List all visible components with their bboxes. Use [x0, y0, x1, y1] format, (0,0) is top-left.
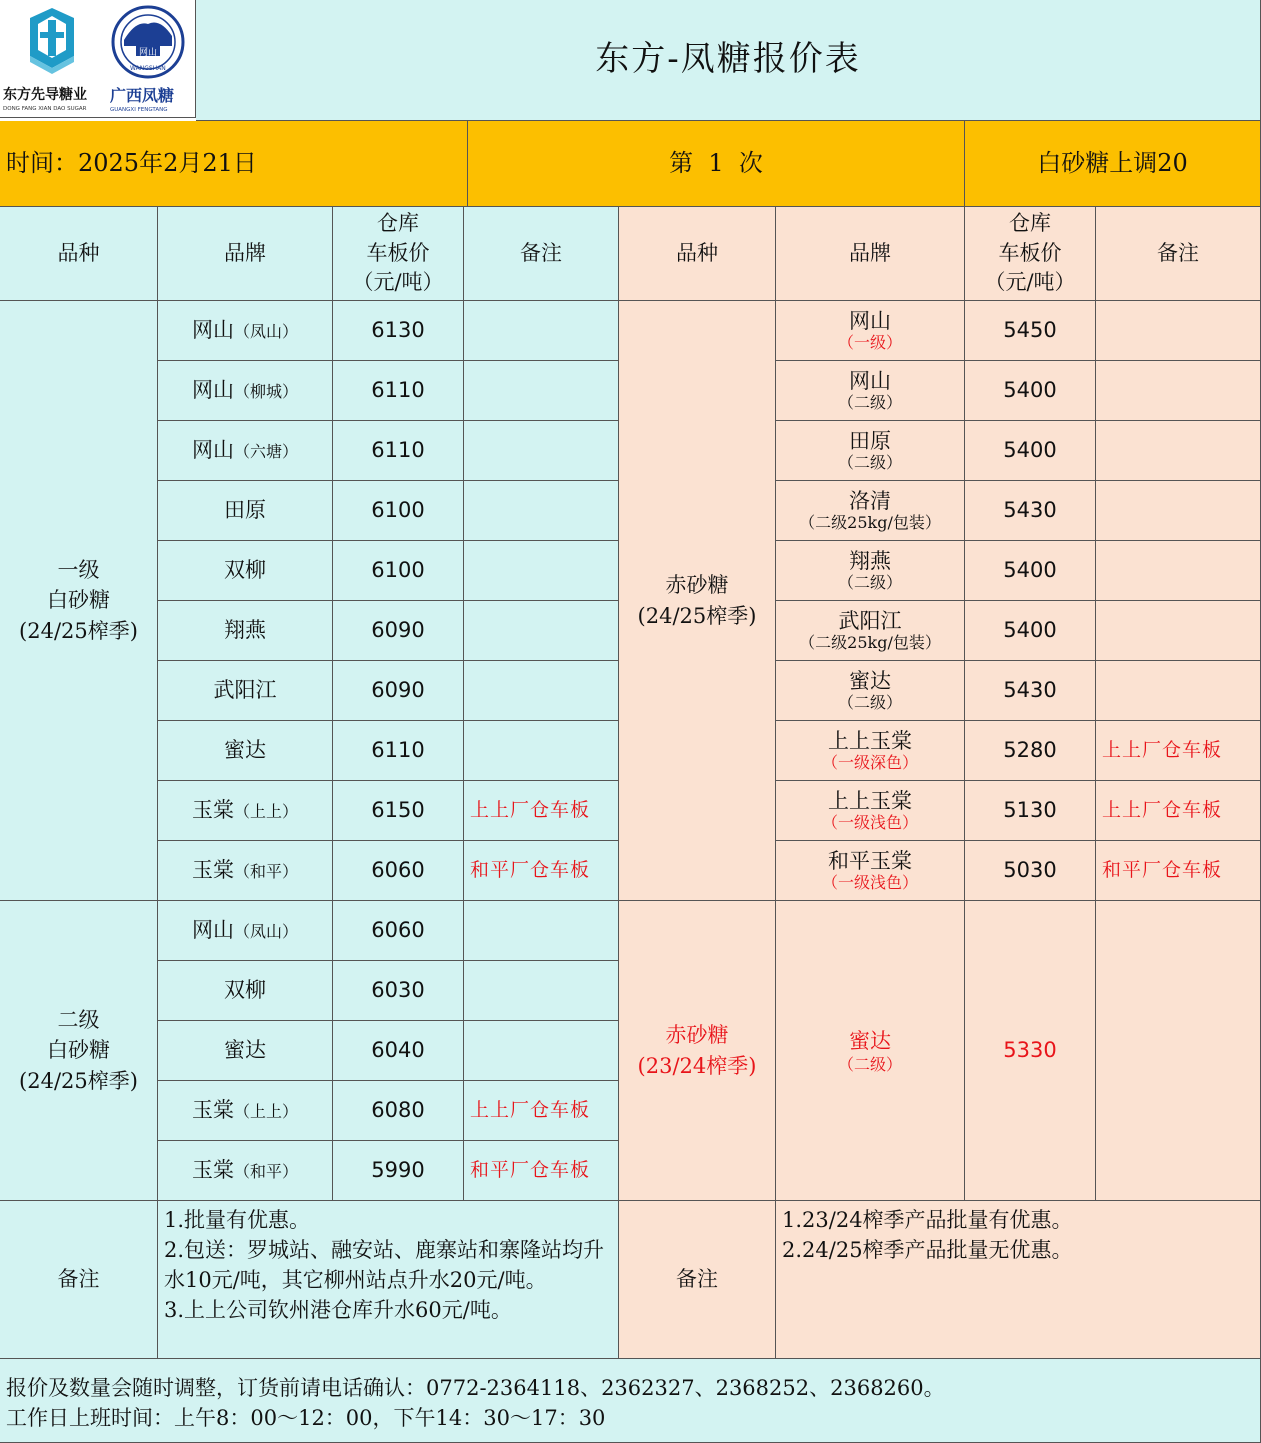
price-cell — [333, 301, 464, 361]
brand-cell — [158, 1141, 333, 1201]
note-cell — [1096, 601, 1261, 661]
price-mida-2324: 5330 — [965, 901, 1096, 1201]
brand-name: 网山 — [191, 378, 234, 403]
brand-cell — [158, 1021, 333, 1081]
price-value: 6080 — [371, 1098, 425, 1123]
brand-name: 和平玉棠 — [828, 848, 912, 873]
price-value: 6150 — [371, 798, 425, 823]
brand-name: 蜜达 — [849, 1028, 891, 1053]
price-value: 6060 — [371, 918, 425, 943]
brand-cell — [776, 481, 965, 541]
brand-name: 蜜达 — [224, 738, 266, 763]
price-cell — [333, 1141, 464, 1201]
brand-cell — [158, 301, 333, 361]
variety-line1: 赤砂糖 — [665, 573, 729, 598]
brand-name: 洛清 — [849, 488, 891, 513]
price-value: 5430 — [1003, 678, 1057, 703]
note-cell — [464, 421, 619, 481]
brand-cell — [158, 421, 333, 481]
brand-cell — [776, 601, 965, 661]
brand-name: 玉棠 — [191, 798, 234, 823]
price-value: 6110 — [371, 438, 425, 463]
brand-name: 玉棠 — [191, 1098, 234, 1123]
remarks-label-right: 备注 — [619, 1201, 776, 1359]
price-value: 5400 — [1003, 558, 1057, 583]
col-price-line1: 仓库 — [1009, 211, 1051, 236]
brand-name: 蜜达 — [849, 668, 891, 693]
footer-contact — [0, 1359, 1261, 1443]
price-value: 6040 — [371, 1038, 425, 1063]
price-cell — [333, 961, 464, 1021]
col-brand-left: 品牌 — [158, 207, 333, 301]
price-cell — [333, 781, 464, 841]
note-cell — [1096, 361, 1261, 421]
price-cell — [333, 721, 464, 781]
brand-grade: （一级浅色） — [821, 872, 918, 892]
remark-item: 2.24/25榨季产品批量无优惠。 — [782, 1238, 1073, 1262]
brand-origin: （六塘） — [233, 442, 298, 462]
col-price-line2: 车板价 — [366, 240, 430, 265]
note-cell — [464, 1021, 619, 1081]
col-price-line1: 仓库 — [377, 211, 419, 236]
brand-name: 网山 — [849, 308, 891, 333]
brand-grade: （一级深色） — [821, 752, 918, 772]
brand-cell — [776, 661, 965, 721]
remarks-left — [158, 1201, 619, 1359]
brand-cell — [158, 901, 333, 961]
price-value: 5400 — [1003, 618, 1057, 643]
price-cell — [965, 781, 1096, 841]
brand-grade: （二级） — [837, 572, 902, 592]
remark-item: 2.包送：罗城站、融安站、鹿寨站和寨隆站均升水10元/吨，其它柳州站点升水20元/吨。 — [164, 1238, 605, 1292]
note-cell — [464, 541, 619, 601]
price-cell — [333, 361, 464, 421]
col-price-left — [333, 207, 464, 301]
brand-grade: （二级25kg/包装） — [799, 512, 941, 532]
brand-grade: （二级） — [837, 392, 902, 412]
brand-name: 翔燕 — [849, 548, 891, 573]
note-text: 上上厂仓车板 — [470, 798, 591, 821]
brand-grade: （二级） — [837, 692, 902, 712]
brand-name: 翔燕 — [224, 618, 266, 643]
note-cell — [1096, 841, 1261, 901]
brand-cell — [158, 781, 333, 841]
price-value: 6030 — [371, 978, 425, 1003]
brand-name: 蜜达 — [224, 1038, 266, 1063]
company-logos — [0, 0, 196, 118]
brand-name: 玉棠 — [191, 858, 234, 883]
variety-line2: (24/25榨季) — [637, 603, 757, 628]
price-cell — [333, 841, 464, 901]
remarks-label-left: 备注 — [0, 1201, 158, 1359]
price-cell — [965, 301, 1096, 361]
brand-name: 网山 — [191, 918, 234, 943]
price-cell — [965, 661, 1096, 721]
note-cell — [464, 781, 619, 841]
variety-line2: 白砂糖 — [47, 588, 110, 613]
logo-area — [0, 0, 196, 118]
svg-text:DONG FANG XIAN DAO SUGAR: DONG FANG XIAN DAO SUGAR — [3, 106, 87, 112]
price-value: 6100 — [371, 558, 425, 583]
brand-origin: （和平） — [233, 862, 298, 882]
note-cell — [464, 481, 619, 541]
brand-grade: （二级） — [837, 452, 902, 472]
variety-line2: 白砂糖 — [47, 1038, 110, 1063]
svg-text:WANGSHAN: WANGSHAN — [130, 65, 166, 72]
note-cell — [464, 601, 619, 661]
price-value: 5450 — [1003, 318, 1057, 343]
variety-brown-sugar-2425 — [619, 301, 776, 901]
dongfang-logo-icon — [30, 8, 74, 74]
brand-cell — [158, 1081, 333, 1141]
svg-text:GUANGXI FENGTANG: GUANGXI FENGTANG — [110, 107, 168, 113]
variety-grade1-white-sugar — [0, 301, 158, 901]
note-cell — [1096, 301, 1261, 361]
brand-cell — [158, 661, 333, 721]
price-cell — [333, 421, 464, 481]
price-cell — [333, 481, 464, 541]
price-value: 6060 — [371, 858, 425, 883]
price-value: 5030 — [1003, 858, 1057, 883]
brand-cell — [158, 721, 333, 781]
price-value: 5430 — [1003, 498, 1057, 523]
brand-cell — [776, 841, 965, 901]
variety-grade2-white-sugar — [0, 901, 158, 1201]
variety-line1: 二级 — [57, 1007, 100, 1032]
note-cell — [464, 961, 619, 1021]
price-cell — [333, 1021, 464, 1081]
col-note-right: 备注 — [1096, 207, 1261, 301]
brand-name: 网山 — [191, 438, 234, 463]
svg-text:东方先导糖业: 东方先导糖业 — [3, 87, 87, 103]
remark-item: 1.批量有优惠。 — [164, 1208, 311, 1232]
brand-name: 上上玉棠 — [828, 788, 912, 813]
brand-name: 武阳江 — [838, 608, 902, 633]
note-text: 和平厂仓车板 — [1102, 858, 1223, 881]
note-cell — [464, 721, 619, 781]
col-price-right — [965, 207, 1096, 301]
col-brand-right: 品牌 — [776, 207, 965, 301]
page-title: 东方-凤糖报价表 — [196, 0, 1261, 121]
note-cell — [1096, 481, 1261, 541]
remarks-right — [776, 1201, 1261, 1359]
variety-line1: 赤砂糖 — [665, 1023, 729, 1048]
note-text: 上上厂仓车板 — [1102, 738, 1223, 761]
brand-name: 网山 — [191, 318, 234, 343]
col-price-line3: （元/吨） — [984, 270, 1076, 295]
variety-line3: (24/25榨季) — [19, 618, 138, 643]
brand-grade: （一级浅色） — [821, 812, 918, 832]
col-variety-right: 品种 — [619, 207, 776, 301]
remark-item: 1.23/24榨季产品批量有优惠。 — [782, 1208, 1073, 1232]
price-cell — [965, 721, 1096, 781]
brand-mida-2324 — [776, 901, 965, 1201]
price-notice: 白砂糖上调20 — [965, 121, 1261, 207]
price-cell — [333, 901, 464, 961]
price-cell — [333, 541, 464, 601]
price-cell — [965, 841, 1096, 901]
brand-name: 双柳 — [224, 558, 266, 583]
brand-name: 田原 — [224, 498, 266, 523]
wangshan-seal-icon — [113, 7, 183, 77]
price-value: 6100 — [371, 498, 425, 523]
price-cell — [965, 361, 1096, 421]
note-cell — [464, 841, 619, 901]
note-text: 上上厂仓车板 — [470, 1098, 591, 1121]
price-cell — [965, 421, 1096, 481]
quote-date: 时间：2025年2月21日 — [0, 121, 468, 207]
note-text: 上上厂仓车板 — [1102, 798, 1223, 821]
variety-line1: 一级 — [57, 557, 100, 582]
note-mida-2324 — [1096, 901, 1261, 1201]
note-cell — [1096, 421, 1261, 481]
price-cell — [333, 661, 464, 721]
brand-name: 田原 — [849, 428, 891, 453]
price-value: 6130 — [371, 318, 425, 343]
brand-name: 玉棠 — [191, 1158, 234, 1183]
note-cell — [1096, 781, 1261, 841]
variety-line2: (23/24榨季) — [637, 1053, 757, 1078]
col-variety-left: 品种 — [0, 207, 158, 301]
svg-text:广西凤糖: 广西凤糖 — [110, 86, 175, 105]
variety-brown-sugar-2324 — [619, 901, 776, 1201]
note-text: 和平厂仓车板 — [470, 858, 591, 881]
brand-cell — [158, 541, 333, 601]
brand-cell — [776, 541, 965, 601]
brand-cell — [158, 961, 333, 1021]
brand-name: 双柳 — [224, 978, 266, 1003]
note-cell — [464, 361, 619, 421]
price-value: 6090 — [371, 678, 425, 703]
brand-origin: （凤山） — [233, 322, 298, 342]
price-cell — [965, 541, 1096, 601]
brand-grade: （二级） — [837, 1055, 902, 1075]
price-value: 5990 — [371, 1158, 425, 1183]
price-cell — [333, 1081, 464, 1141]
remark-item: 3.上上公司钦州港仓库升水60元/吨。 — [164, 1298, 512, 1322]
brand-cell — [158, 481, 333, 541]
brand-cell — [776, 301, 965, 361]
brand-cell — [776, 361, 965, 421]
note-cell — [464, 301, 619, 361]
price-value: 5400 — [1003, 378, 1057, 403]
price-cell — [333, 601, 464, 661]
note-cell — [464, 1081, 619, 1141]
price-value: 5130 — [1003, 798, 1057, 823]
price-value: 6110 — [371, 378, 425, 403]
brand-cell — [776, 421, 965, 481]
note-cell — [1096, 661, 1261, 721]
note-text: 和平厂仓车板 — [470, 1158, 591, 1181]
price-value: 6110 — [371, 738, 425, 763]
brand-cell — [776, 721, 965, 781]
brand-cell — [158, 841, 333, 901]
brand-grade: （二级25kg/包装） — [799, 632, 941, 652]
note-cell — [464, 901, 619, 961]
svg-text:网山: 网山 — [139, 48, 158, 58]
brand-origin: （上上） — [233, 1102, 298, 1122]
brand-name: 武阳江 — [213, 678, 277, 703]
price-value: 5280 — [1003, 738, 1057, 763]
brand-origin: （柳城） — [233, 382, 298, 402]
brand-name: 上上玉棠 — [828, 728, 912, 753]
quote-round: 第 1 次 — [468, 121, 965, 207]
price-value: 6090 — [371, 618, 425, 643]
brand-name: 网山 — [849, 368, 891, 393]
note-cell — [464, 1141, 619, 1201]
price-cell — [965, 481, 1096, 541]
brand-grade: （一级） — [837, 332, 902, 352]
brand-origin: （和平） — [233, 1162, 298, 1182]
brand-origin: （凤山） — [233, 922, 298, 942]
brand-cell — [158, 361, 333, 421]
variety-line3: (24/25榨季) — [19, 1068, 138, 1093]
col-note-left: 备注 — [464, 207, 619, 301]
footer-phone-line: 报价及数量会随时调整，订货前请电话确认：0772-2364118、2362327、2368252、2368260。 — [6, 1376, 945, 1400]
note-cell — [1096, 541, 1261, 601]
price-value: 5400 — [1003, 438, 1057, 463]
note-cell — [464, 661, 619, 721]
brand-cell — [158, 601, 333, 661]
footer-hours-line: 工作日上班时间：上午8：00～12：00，下午14：30～17：30 — [6, 1406, 606, 1430]
brand-cell — [776, 781, 965, 841]
col-price-line3: （元/吨） — [352, 270, 444, 295]
col-price-line2: 车板价 — [998, 240, 1062, 265]
brand-origin: （上上） — [233, 802, 298, 822]
note-cell — [1096, 721, 1261, 781]
price-cell — [965, 601, 1096, 661]
